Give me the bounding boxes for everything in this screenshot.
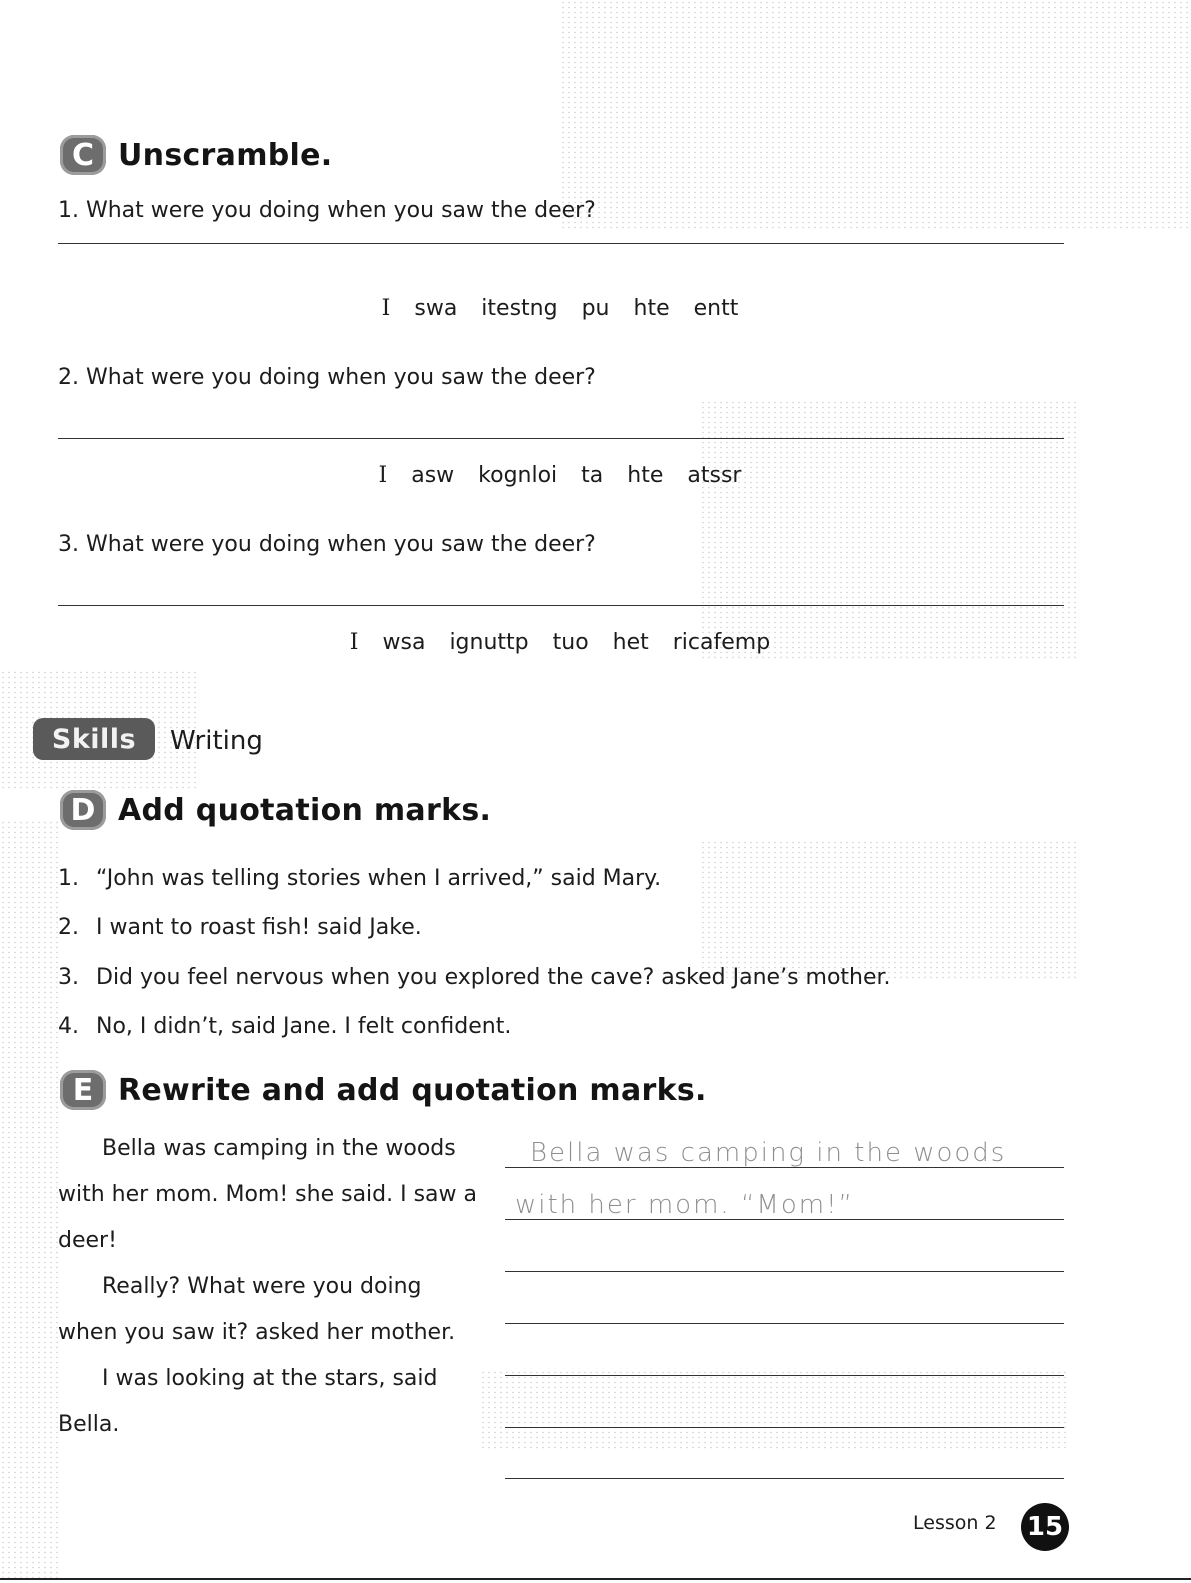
writing-line[interactable] [505, 1478, 1064, 1479]
scrambled-word: I [378, 463, 388, 488]
scrambled-words [0, 296, 1120, 321]
exercise-item [58, 866, 661, 891]
scrambled-word: kognloi [478, 463, 558, 488]
exercise-item [58, 915, 422, 940]
section-c-heading [60, 135, 332, 175]
scrambled-word: hte [627, 463, 664, 488]
answer-line[interactable] [58, 438, 1064, 439]
question: 3. What were you doing when you saw the deer? [58, 532, 596, 557]
exercise-item [58, 1014, 511, 1039]
writing-line[interactable] [505, 1375, 1064, 1376]
scrambled-words [0, 463, 1120, 488]
scrambled-word: I [349, 630, 359, 655]
lesson-label: Lesson 2 [913, 1512, 997, 1534]
answer-line[interactable] [58, 243, 1064, 244]
page-edge [0, 1578, 1191, 1580]
story-text [58, 1126, 478, 1448]
section-c-badge: C [60, 135, 106, 175]
writing-line[interactable] [505, 1427, 1064, 1428]
handwritten-answer: Bella was camping in the woods [530, 1138, 1007, 1168]
writing-line[interactable] [505, 1219, 1064, 1220]
scrambled-word: hte [633, 296, 670, 321]
scrambled-word: ta [581, 463, 604, 488]
scrambled-word: I [381, 296, 391, 321]
scrambled-word: ignuttp [449, 630, 529, 655]
item-number: 3. [58, 965, 79, 990]
answer-line[interactable] [58, 605, 1064, 606]
story-paragraph: Really? What were you doing when you saw it? asked her mother. [58, 1274, 456, 1345]
section-e-title: Rewrite and add quotation marks. [118, 1072, 707, 1108]
scrambled-word: wsa [382, 630, 426, 655]
writing-line[interactable] [505, 1271, 1064, 1272]
item-number: 2. [58, 915, 79, 940]
item-number: 1. [58, 866, 79, 891]
question: 1. What were you doing when you saw the deer? [58, 198, 596, 223]
section-d-title: Add quotation marks. [118, 792, 492, 828]
item-text: I want to roast fish! said Jake. [96, 915, 422, 940]
writing-line[interactable] [505, 1167, 1064, 1168]
scrambled-word: swa [414, 296, 458, 321]
scrambled-word: het [612, 630, 649, 655]
scrambled-word: entt [693, 296, 739, 321]
section-e-badge: E [60, 1070, 106, 1110]
story-paragraph: I was looking at the stars, said Bella. [58, 1366, 438, 1437]
writing-line[interactable] [505, 1323, 1064, 1324]
question: 2. What were you doing when you saw the deer? [58, 365, 596, 390]
section-e-heading [60, 1070, 707, 1110]
handwritten-answer: with her mom. “Mom!” [515, 1190, 854, 1220]
scrambled-word: atssr [687, 463, 742, 488]
item-text: No, I didn’t, said Jane. I felt confident. [96, 1014, 512, 1039]
exercise-item [58, 965, 891, 990]
scrambled-word: tuo [552, 630, 589, 655]
story-paragraph: Bella was camping in the woods with her mom. Mom! she said. I saw a deer! [58, 1136, 478, 1253]
scrambled-word: ricafemp [672, 630, 771, 655]
item-number: 4. [58, 1014, 79, 1039]
skills-badge: Skills [33, 718, 155, 760]
skills-subtitle: Writing [170, 726, 263, 756]
section-d-heading [60, 790, 491, 830]
item-text: Did you feel nervous when you explored the cave? asked Jane’s mother. [96, 965, 891, 990]
section-c-title: Unscramble. [118, 137, 333, 173]
scrambled-word: pu [581, 296, 610, 321]
scrambled-words [0, 630, 1120, 655]
scrambled-word: asw [411, 463, 455, 488]
scrambled-word: itestng [481, 296, 558, 321]
item-text: “John was telling stories when I arrived,” said Mary. [96, 866, 662, 891]
page-number: 15 [1021, 1503, 1069, 1551]
section-d-badge: D [60, 790, 106, 830]
